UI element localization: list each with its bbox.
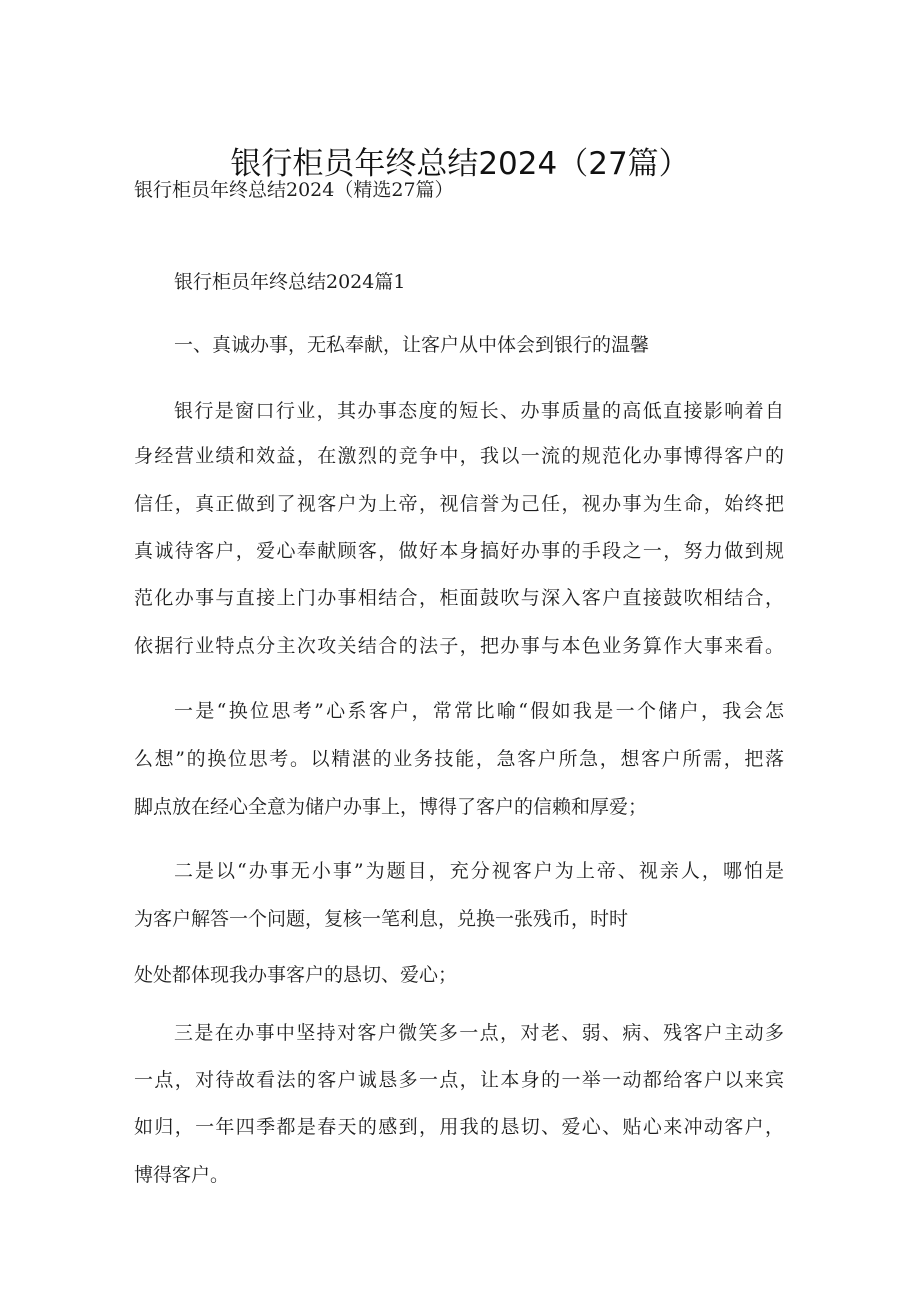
- paragraph-3-line-1: 二是以“办事无小事”为题目，充分视客户为上帝、视亲人，哪怕是: [174, 860, 784, 882]
- paragraph-2-line-3: 脚点放在经心全意为储户办事上，博得了客户的信赖和厚爱；: [134, 796, 648, 818]
- paragraph-3-line-2: 为客户解答一个问题，复核一笔利息，兑换一张残币，时时: [134, 908, 629, 930]
- point-heading: 一、真诚办事，无私奉献，让客户从中体会到银行的温馨: [174, 334, 650, 356]
- document-title: 银行柜员年终总结2024（27篇）: [230, 146, 690, 182]
- paragraph-4-line-3: 如归，一年四季都是春天的感到，用我的恳切、爱心、贴心来冲动客户，: [134, 1116, 784, 1138]
- document-subtitle: 银行柜员年终总结2024（精选27篇）: [134, 179, 454, 201]
- paragraph-1-line-1: 银行是窗口行业，其办事态度的短长、办事质量的高低直接影响着自: [174, 400, 784, 422]
- paragraph-4-line-2: 一点，对待故看法的客户诚恳多一点，让本身的一举一动都给客户以来宾: [134, 1069, 784, 1091]
- paragraph-4-line-1: 三是在办事中坚持对客户微笑多一点，对老、弱、病、残客户主动多: [174, 1022, 784, 1044]
- paragraph-4-line-4: 博得客户。: [134, 1164, 230, 1186]
- paragraph-1-line-5: 范化办事与直接上门办事相结合，柜面鼓吹与深入客户直接鼓吹相结合，: [134, 587, 784, 609]
- paragraph-1-line-2: 身经营业绩和效益，在激烈的竞争中，我以一流的规范化办事博得客户的: [134, 445, 784, 467]
- paragraph-2-line-1: 一是“换位思考”心系客户，常常比喻“假如我是一个储户，我会怎: [174, 700, 784, 722]
- paragraph-3-line-3: 处处都体现我办事客户的恳切、爱心；: [134, 964, 458, 986]
- paragraph-1-line-6: 依据行业特点分主次攻关结合的法子，把办事与本色业务算作大事来看。: [134, 635, 784, 657]
- paragraph-1-line-3: 信任，真正做到了视客户为上帝，视信誉为己任，视办事为生命，始终把: [134, 493, 784, 515]
- section-heading: 银行柜员年终总结2024篇1: [174, 271, 406, 293]
- paragraph-2-line-2: 么想”的换位思考。以精湛的业务技能，急客户所急，想客户所需，把落: [134, 748, 784, 770]
- paragraph-1-line-4: 真诚待客户，爱心奉献顾客，做好本身搞好办事的手段之一，努力做到规: [134, 540, 784, 562]
